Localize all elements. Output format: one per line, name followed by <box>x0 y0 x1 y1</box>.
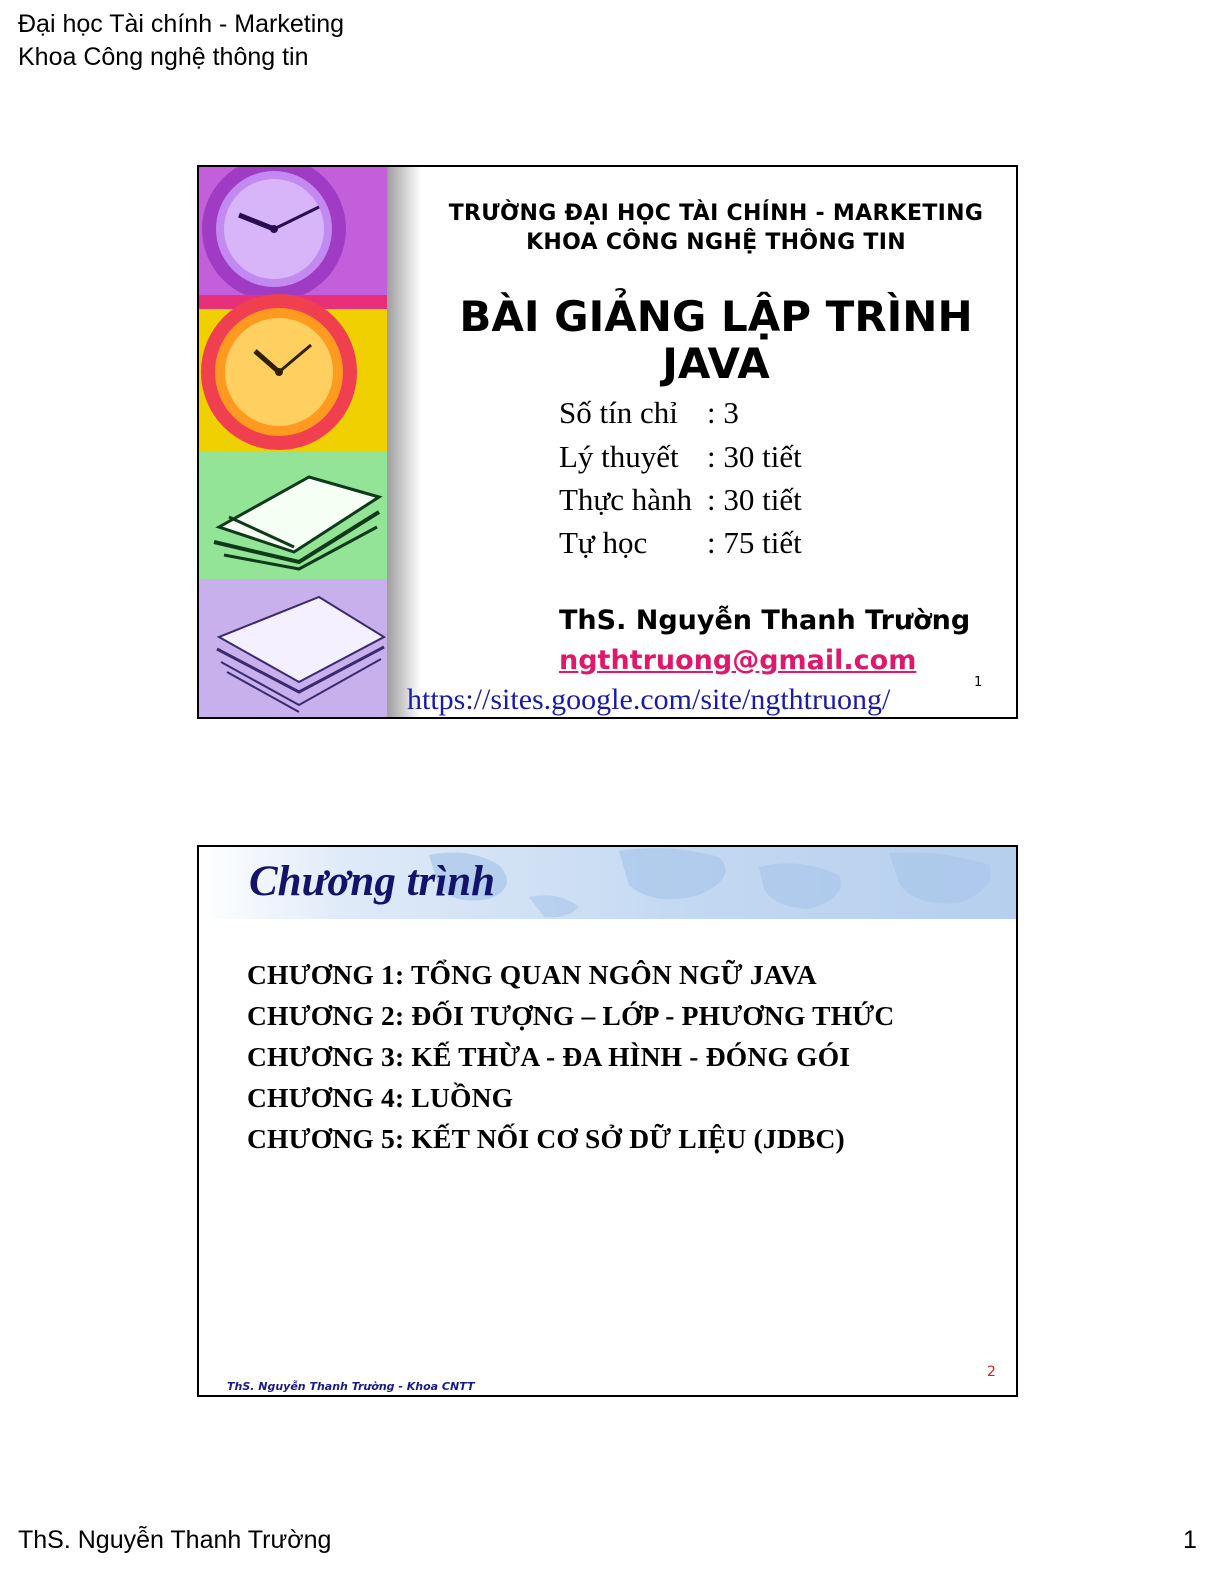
page-header <box>18 8 344 74</box>
chapter-item: CHƯƠNG 4: LUỒNG <box>247 1082 514 1113</box>
chapter-item: CHƯƠNG 1: TỔNG QUAN NGÔN NGỮ JAVA <box>247 959 817 990</box>
slide-number: 2 <box>987 1364 996 1380</box>
author-email-link[interactable]: ngthtruong@gmail.com <box>559 645 917 676</box>
slide-footer: ThS. Nguyễn Thanh Trường - Khoa CNTT <box>227 1380 475 1393</box>
lecture-title: BÀI GIẢNG LẬP TRÌNH <box>459 292 973 341</box>
author-name: ThS. Nguyễn Thanh Trường <box>559 605 971 636</box>
detail-label: Thực hành <box>559 482 693 517</box>
author-site-link[interactable]: https://sites.google.com/site/ngthtruong/ <box>407 683 891 716</box>
faculty-name: Khoa Công nghệ thông tin <box>18 43 309 71</box>
title-banner <box>199 847 1016 919</box>
chapter-item: CHƯƠNG 5: KẾT NỐI CƠ SỞ DỮ LIỆU (JDBC) <box>247 1123 845 1154</box>
slide-title: Chương trình <box>249 858 496 905</box>
school-name: TRƯỜNG ĐẠI HỌC TÀI CHÍNH - MARKETING <box>448 201 984 226</box>
detail-value: : 30 tiết <box>707 482 802 517</box>
decorative-photo-strip <box>199 167 389 717</box>
orange-clock-icon <box>199 294 389 451</box>
detail-value: : 75 tiết <box>707 525 802 560</box>
page-number: 1 <box>1183 1526 1197 1554</box>
lecture-title-line2: JAVA <box>662 339 770 388</box>
green-papers-icon <box>199 451 389 579</box>
chapter-item: CHƯƠNG 2: ĐỐI TƯỢNG – LỚP - PHƯƠNG THỨC <box>247 1000 895 1031</box>
detail-value: : 30 tiết <box>707 439 802 474</box>
violet-papers-icon <box>199 579 389 717</box>
slide-1 <box>197 165 1018 719</box>
photo-fade <box>387 167 421 717</box>
detail-label: Lý thuyết <box>559 439 679 474</box>
page-footer-author: ThS. Nguyễn Thanh Trường <box>18 1526 332 1554</box>
slide-2 <box>197 845 1018 1397</box>
faculty-title: KHOA CÔNG NGHỆ THÔNG TIN <box>526 230 906 255</box>
slide-number: 1 <box>974 675 983 690</box>
detail-label: Tự học <box>559 525 648 560</box>
purple-clock-icon <box>199 167 389 309</box>
detail-value: : 3 <box>707 395 739 430</box>
detail-label: Số tín chỉ <box>559 395 678 430</box>
university-name: Đại học Tài chính - Marketing <box>18 10 345 38</box>
chapter-item: CHƯƠNG 3: KẾ THỪA - ĐA HÌNH - ĐÓNG GÓI <box>247 1041 851 1072</box>
